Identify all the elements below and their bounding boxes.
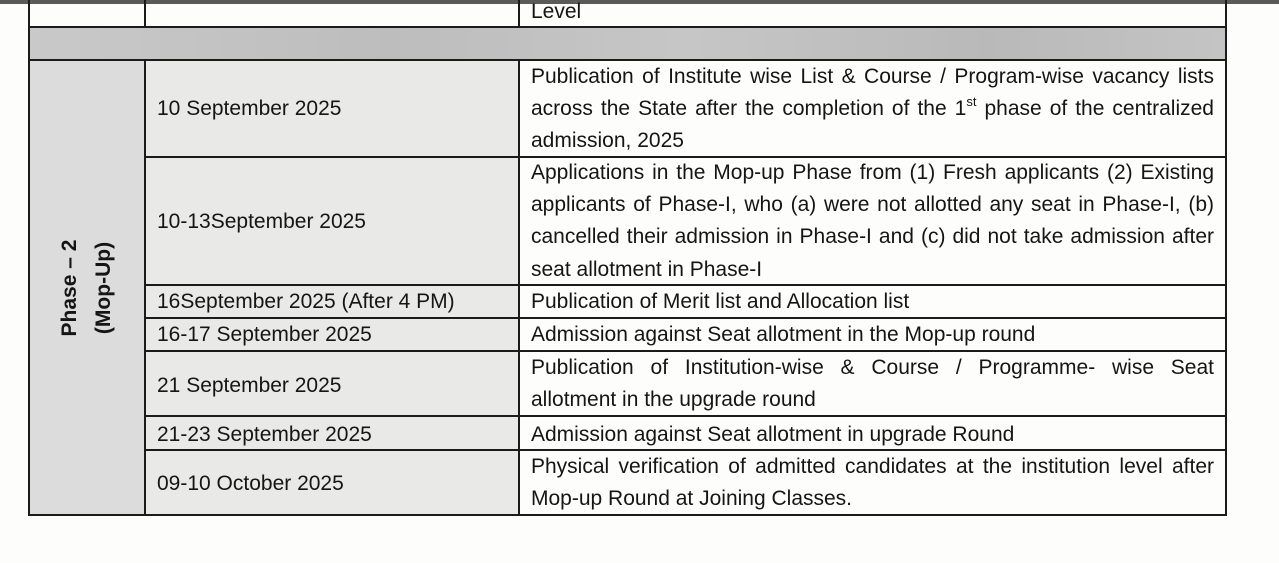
row-description: Admission against Seat allotment in upgrade Round xyxy=(531,423,1015,446)
row-description: Publication of Merit list and Allocation list xyxy=(531,290,910,313)
phase-label-line1: Phase – 2 xyxy=(58,239,81,337)
gray-separator-row xyxy=(30,28,1226,60)
row-date: 10-13September 2025 xyxy=(157,210,366,233)
phase-label-line2: (Mop-Up) xyxy=(92,241,115,335)
row-description: Publication of Institute wise List & Course / Program-wise vacancy lists across the State after the completion of the 1st phase of the centralized admission, 2025 xyxy=(531,65,1214,153)
table-border-line xyxy=(1225,0,1227,516)
row-date: 21 September 2025 xyxy=(157,374,342,397)
column-divider-line xyxy=(518,0,520,28)
row-description: Physical verification of admitted candidates at the institution level after Mop-up Round at Joining Classes. xyxy=(531,455,1214,511)
previous-row-text-fragment: Level xyxy=(531,0,582,23)
table-border-line xyxy=(28,26,1227,28)
row-date: 09-10 October 2025 xyxy=(157,472,344,495)
row-date: 10 September 2025 xyxy=(157,97,342,120)
row-description: Publication of Institution-wise & Course / Programme- wise Seat allotment in the upgrade round xyxy=(531,356,1214,412)
column-divider-line xyxy=(144,0,146,28)
row-date: 21-23 September 2025 xyxy=(157,423,372,446)
superscript: st xyxy=(966,94,977,110)
row-date: 16September 2025 (After 4 PM) xyxy=(157,290,455,313)
row-description: Admission against Seat allotment in the Mop-up round xyxy=(531,323,1036,346)
column-divider-line xyxy=(518,59,520,516)
phase-label xyxy=(53,240,121,337)
column-divider-line xyxy=(144,59,146,516)
row-date: 16-17 September 2025 xyxy=(157,323,372,346)
row-description: Applications in the Mop-up Phase from (1) Fresh applicants (2) Existing applicants of Phase-I, who (a) were not allotted any seat in Phase-I, (b) cancelled their admission in Phase-I and (c) did not take admission after seat allotment in Phase-I xyxy=(531,161,1214,281)
table-border-line xyxy=(28,0,30,516)
